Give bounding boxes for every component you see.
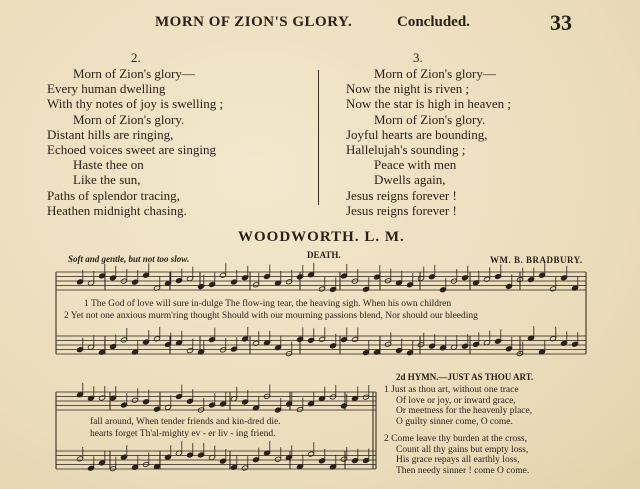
stanza-2-line: Like the sun, — [73, 172, 141, 188]
hymn2-line: O guilty sinner come, O come. — [396, 416, 513, 427]
composer: WM. B. BRADBURY. — [490, 255, 583, 265]
stanza-3-number: 3. — [413, 50, 423, 65]
stanza-2-line: Heathen midnight chasing. — [47, 202, 187, 218]
lyrics-verse-2: 2 Yet not one anxious murm'ring thought Should with our mourning passions blend, Nor should our bleeding — [64, 311, 478, 321]
stanza-3-line: Hallelujah's sounding ; — [346, 142, 466, 158]
stanza-2-line: Haste thee on — [73, 157, 144, 173]
stanza-3-line: Jesus reigns forever ! — [346, 187, 457, 203]
hymn2-line: Count all thy gains but empty loss, — [396, 444, 529, 455]
stanza-3-line: Joyful hearts are bounding, — [346, 126, 488, 142]
stanza-2-number: 2. — [131, 50, 141, 65]
stanza-3-line: Morn of Zion's glory. — [374, 111, 486, 127]
hymn2-line: His grace repays all earthly loss, — [396, 455, 520, 465]
hymn2-verse-2 — [384, 434, 529, 476]
hymn2-line: 1 Just as thou art, without one trace — [384, 385, 519, 395]
stanza-3-line: Jesus reigns forever ! — [346, 202, 457, 218]
page-number: 33 — [550, 10, 572, 35]
stanza-3-line: Now the star is high in heaven ; — [346, 96, 511, 112]
tempo-marking: Soft and gentle, but not too slow. — [68, 254, 190, 264]
stanza-3-line: Morn of Zion's glory— — [374, 66, 496, 81]
page-header-concluded: Concluded. — [397, 14, 470, 30]
tune-title: WOODWORTH. L. M. — [238, 229, 405, 245]
hymn2-line: Then needy sinner ! come O come. — [396, 465, 530, 476]
stanza-2-line: Paths of splendor tracing, — [47, 187, 180, 203]
stanza-2-line: Morn of Zion's glory— — [73, 66, 195, 81]
stanza-2-line: Every human dwelling — [47, 81, 166, 97]
hymn2-verse-1 — [384, 385, 532, 427]
hymn2-line: 2 Come leave thy burden at the cross, — [384, 434, 527, 444]
hymn2-line: Of love or joy, or inward grace, — [396, 395, 516, 406]
stanza-2-line: With thy notes of joy is swelling ; — [47, 96, 224, 112]
stanza-2-line: Distant hills are ringing, — [47, 126, 174, 142]
hymn2-title: 2d HYMN.—JUST AS THOU ART. — [396, 372, 534, 382]
lyrics-verse-2-cont: hearts forget Th'al-mighty ev - er liv - ing friend. — [90, 429, 276, 439]
hymn2-line: Or meetness for the heavenly place, — [396, 406, 533, 416]
lyrics-verse-1-cont: fall around, When tender friends and kin-dred die. — [90, 417, 281, 427]
page-header-title: MORN OF ZION'S GLORY. — [155, 14, 353, 30]
tune-death-label: DEATH. — [307, 250, 341, 260]
stanza-3-line: Now the night is riven ; — [346, 81, 470, 97]
lyrics-verse-1: 1 The God of love will sure in-dulge The flow-ing tear, the heaving sigh. When his own children — [84, 299, 452, 309]
stanza-3-line: Dwells again, — [374, 172, 446, 188]
stanza-2-line: Echoed voices sweet are singing — [47, 142, 216, 158]
stanza-3-line: Peace with men — [374, 157, 457, 173]
stanza-2-line: Morn of Zion's glory. — [73, 111, 185, 127]
